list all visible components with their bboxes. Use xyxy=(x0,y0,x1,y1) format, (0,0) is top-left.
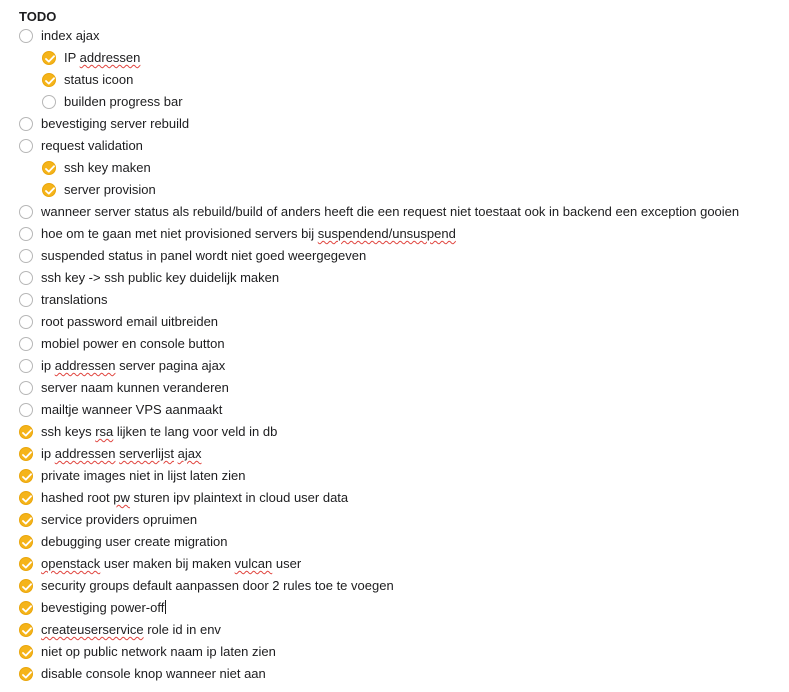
checkbox-checked-icon[interactable] xyxy=(19,667,33,681)
todo-item xyxy=(0,201,789,223)
todo-item-label[interactable] xyxy=(41,25,100,47)
todo-item-label[interactable] xyxy=(41,267,279,289)
text-segment: builden progress bar xyxy=(64,94,183,109)
checkbox-unchecked-icon[interactable] xyxy=(19,271,33,285)
todo-item-label[interactable] xyxy=(41,223,456,245)
misspelled-word: createuserservice xyxy=(41,622,144,637)
todo-item xyxy=(0,575,789,597)
todo-item-label[interactable] xyxy=(41,135,143,157)
text-segment: bevestiging power-off xyxy=(41,600,165,615)
todo-item xyxy=(0,135,789,157)
checkbox-unchecked-icon[interactable] xyxy=(19,205,33,219)
todo-item xyxy=(0,179,789,201)
checkbox-unchecked-icon[interactable] xyxy=(19,293,33,307)
todo-item-label[interactable] xyxy=(64,47,140,69)
checkbox-unchecked-icon[interactable] xyxy=(19,29,33,43)
text-segment: debugging user create migration xyxy=(41,534,228,549)
todo-item-label[interactable] xyxy=(41,443,201,465)
checkbox-checked-icon[interactable] xyxy=(42,161,56,175)
todo-item xyxy=(0,91,789,113)
text-segment: server pagina ajax xyxy=(115,358,226,373)
checkbox-checked-icon[interactable] xyxy=(19,557,33,571)
text-segment: disable console knop wanneer niet aan xyxy=(41,666,266,681)
misspelled-word: addressen xyxy=(79,50,141,65)
todo-item xyxy=(0,69,789,91)
text-segment: server provision xyxy=(64,182,156,197)
todo-item xyxy=(0,25,789,47)
checkbox-unchecked-icon[interactable] xyxy=(19,139,33,153)
text-segment: IP xyxy=(64,50,80,65)
checkbox-unchecked-icon[interactable] xyxy=(19,117,33,131)
todo-item xyxy=(0,443,789,465)
checkbox-unchecked-icon[interactable] xyxy=(19,337,33,351)
todo-item xyxy=(0,509,789,531)
todo-item xyxy=(0,245,789,267)
text-segment: server naam kunnen veranderen xyxy=(41,380,229,395)
misspelled-word: addressen xyxy=(54,446,116,461)
checkbox-unchecked-icon[interactable] xyxy=(19,381,33,395)
text-segment: wanneer server status als rebuild/build of anders heeft die een request niet toestaat ook in backend een exception gooien xyxy=(41,204,740,219)
todo-item xyxy=(0,487,789,509)
text-segment: ip xyxy=(41,446,55,461)
checkbox-checked-icon[interactable] xyxy=(19,447,33,461)
checkbox-checked-icon[interactable] xyxy=(19,425,33,439)
text-segment: user xyxy=(272,556,302,571)
checkbox-unchecked-icon[interactable] xyxy=(19,227,33,241)
text-segment: ssh key -> ssh public key duidelijk maken xyxy=(41,270,280,285)
checkbox-unchecked-icon[interactable] xyxy=(19,249,33,263)
text-segment: ssh keys xyxy=(41,424,96,439)
text-segment: sturen ipv plaintext in cloud user data xyxy=(129,490,349,505)
todo-item xyxy=(0,619,789,641)
todo-item-label[interactable] xyxy=(41,553,301,575)
todo-item-label[interactable] xyxy=(41,311,218,333)
text-segment: hoe om te gaan met niet provisioned servers bij xyxy=(41,226,318,241)
todo-item xyxy=(0,663,789,685)
text-segment: lijken te lang voor veld in db xyxy=(113,424,278,439)
todo-item xyxy=(0,113,789,135)
checkbox-unchecked-icon[interactable] xyxy=(19,359,33,373)
misspelled-word: vulcan xyxy=(234,556,273,571)
todo-item xyxy=(0,597,789,619)
todo-item-label[interactable] xyxy=(41,377,229,399)
todo-item-label[interactable] xyxy=(41,289,107,311)
text-segment: suspended status in panel wordt niet goed weergegeven xyxy=(41,248,367,263)
todo-item-label[interactable] xyxy=(41,663,266,685)
todo-item xyxy=(0,289,789,311)
text-segment: role id in env xyxy=(143,622,221,637)
text-segment: bevestiging server rebuild xyxy=(41,116,190,131)
todo-item xyxy=(0,465,789,487)
checkbox-checked-icon[interactable] xyxy=(42,51,56,65)
text-segment: security groups default aanpassen door 2 rules toe te voegen xyxy=(41,578,394,593)
text-segment: mobiel power en console button xyxy=(41,336,225,351)
todo-item xyxy=(0,421,789,443)
misspelled-word: addressen xyxy=(54,358,116,373)
todo-item xyxy=(0,399,789,421)
text-segment: translations xyxy=(41,292,108,307)
checkbox-checked-icon[interactable] xyxy=(42,183,56,197)
todo-item-label[interactable] xyxy=(41,355,225,377)
todo-item xyxy=(0,311,789,333)
todo-item-label[interactable] xyxy=(64,157,151,179)
checkbox-checked-icon[interactable] xyxy=(19,535,33,549)
text-cursor xyxy=(165,600,166,614)
misspelled-word: openstack xyxy=(41,556,101,571)
text-segment: user maken bij maken xyxy=(100,556,235,571)
text-segment: niet op public network naam ip laten zien xyxy=(41,644,276,659)
todo-item-label[interactable] xyxy=(41,531,227,553)
todo-item xyxy=(0,531,789,553)
text-segment: service providers opruimen xyxy=(41,512,198,527)
todo-item-label[interactable] xyxy=(41,597,166,619)
todo-item xyxy=(0,223,789,245)
checkbox-checked-icon[interactable] xyxy=(19,579,33,593)
text-segment: mailtje wanneer VPS aanmaakt xyxy=(41,402,223,417)
todo-item xyxy=(0,641,789,663)
misspelled-word: suspendend/unsuspend xyxy=(317,226,456,241)
text-segment: request validation xyxy=(41,138,143,153)
checkbox-checked-icon[interactable] xyxy=(42,73,56,87)
todo-item-label[interactable] xyxy=(64,91,183,113)
text-segment: index ajax xyxy=(41,28,100,43)
checkbox-unchecked-icon[interactable] xyxy=(19,403,33,417)
todo-item xyxy=(0,377,789,399)
text-segment: private images niet in lijst laten zien xyxy=(41,468,246,483)
checkbox-checked-icon[interactable] xyxy=(19,601,33,615)
todo-item xyxy=(0,47,789,69)
todo-item-label[interactable] xyxy=(41,641,276,663)
todo-item-label[interactable] xyxy=(41,201,739,223)
text-segment: ssh key maken xyxy=(64,160,151,175)
todo-item xyxy=(0,157,789,179)
checkbox-checked-icon[interactable] xyxy=(19,491,33,505)
todo-item-label[interactable] xyxy=(64,69,133,91)
note-title: TODO xyxy=(19,9,57,24)
checkbox-unchecked-icon[interactable] xyxy=(19,315,33,329)
todo-item xyxy=(0,553,789,575)
text-segment: status icoon xyxy=(64,72,134,87)
misspelled-word: rsa xyxy=(95,424,114,439)
todo-item-label[interactable] xyxy=(41,619,221,641)
todo-item xyxy=(0,267,789,289)
todo-item-label[interactable] xyxy=(41,465,246,487)
todo-item-label[interactable] xyxy=(41,509,197,531)
todo-list xyxy=(0,25,789,685)
misspelled-word: serverlijst xyxy=(119,446,174,461)
checkbox-checked-icon[interactable] xyxy=(19,469,33,483)
text-segment: hashed root xyxy=(41,490,114,505)
todo-item-label[interactable] xyxy=(41,333,225,355)
todo-item-label[interactable] xyxy=(41,113,189,135)
checkbox-checked-icon[interactable] xyxy=(19,623,33,637)
misspelled-word: pw xyxy=(113,490,130,505)
misspelled-word: ajax xyxy=(177,446,202,461)
checkbox-checked-icon[interactable] xyxy=(19,513,33,527)
todo-item xyxy=(0,355,789,377)
text-segment: root password email uitbreiden xyxy=(41,314,219,329)
todo-item-label[interactable] xyxy=(41,421,277,443)
todo-item-label[interactable] xyxy=(41,399,222,421)
todo-item-label[interactable] xyxy=(41,575,394,597)
todo-item-label[interactable] xyxy=(41,487,348,509)
todo-item xyxy=(0,333,789,355)
todo-item-label[interactable] xyxy=(64,179,156,201)
todo-item-label[interactable] xyxy=(41,245,366,267)
checkbox-unchecked-icon[interactable] xyxy=(42,95,56,109)
checkbox-checked-icon[interactable] xyxy=(19,645,33,659)
text-segment: ip xyxy=(41,358,55,373)
